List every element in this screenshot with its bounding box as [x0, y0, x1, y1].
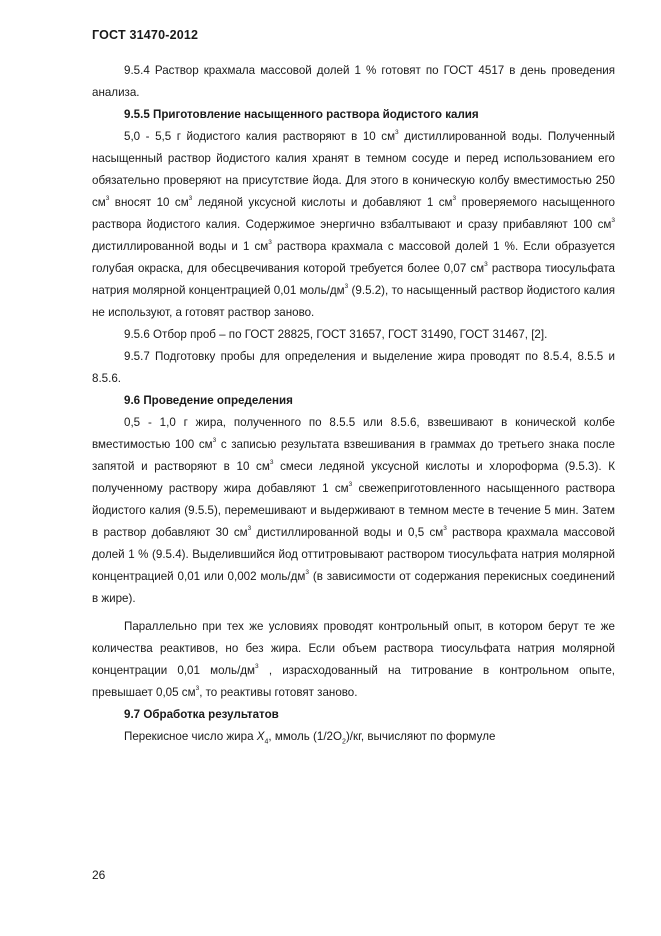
paragraph-9-5-7: 9.5.7 Подготовку пробы для определения и выделение жира проводят по 8.5.4, 8.5.5 и 8.5.6. [92, 350, 615, 385]
heading-9-7: 9.7 Обработка результатов [124, 708, 279, 721]
paragraph-9-6-procedure: 0,5 - 1,0 г жира, полученного по 8.5.5 или 8.5.6, взвешивают в конической колбе вместимостью 100 $см^3$ с записью результата взвешивания в граммах до третьего знака после запятой и растворяют в 10 $см^3$ смеси ледяной уксусной кислоты и хлороформа (9.5.3). К полученному раствору жира добавляют 1 $см^3$ свежеприготовленного насыщенного раствора йодистого калия (9.5.5), перемешивают и выдерживают в темном месте в течение 5 мин. Затем в раствор добавляют 30 $см^3$ дистиллированной воды и 0,5 $см^3$ раствора крахмала массовой долей 1 % (9.5.4). Выделившийся йод оттитровывают раствором тиосульфата натрия молярной концентрацией 0,01 или 0,002 моль/$дм^3$ (в зависимости от содержания перекисных соединений в жире). [92, 416, 616, 605]
heading-9-5-5: 9.5.5 Приготовление насыщенного раствора йодистого калия [124, 108, 479, 121]
document-code: ГОСТ 31470-2012 [92, 28, 199, 42]
page-number: 26 [92, 868, 106, 882]
paragraph-9-5-5: 5,0 - 5,5 г йодистого калия растворяют в 10 $см^3$ дистиллированной воды. Полученный насыщенный раствор йодистого калия хранят в темном сосуде и перед использованием его обязательно проверяют на присутствие йода. Для этого в коническую колбу вместимостью 250 $см^3$ вносят 10 $см^3$ ледяной уксусной кислоты и добавляют 1 $см^3$ проверяемого насыщенного раствора йодистого калия. Содержимое энергично взбалтывают и сразу прибавляют 100 $см^3$ дистиллированной воды и 1 $см^3$ раствора крахмала с массовой долей 1 %. Если образуется голубая окраска, для обесцвечивания которой требуется более 0,07 $см^3$ раствора тиосульфата натрия молярной концентрацией 0,01 моль/$дм^3$ (9.5.2), то насыщенный раствор йодистого калия не используют, а готовят раствор заново. [92, 129, 616, 319]
paragraph-9-5-6: 9.5.6 Отбор проб – по ГОСТ 28825, ГОСТ 31657, ГОСТ 31490, ГОСТ 31467, [2]. [124, 328, 548, 341]
paragraph-9-7: Перекисное число жира $X_4$, ммоль $(1/2O_2)/кг$, вычисляют по формуле [124, 730, 496, 746]
paragraph-9-6-control: Параллельно при тех же условиях проводят контрольный опыт, в котором берут те же количества реактивов, но без жира. Если объем раствора тиосульфата натрия молярной концентрации 0,01 моль/$дм^3$ , израсходованный на титрование в контрольном опыте, превышает 0,05 $см^3$, то реактивы готовят заново. [92, 620, 615, 699]
document-body [92, 60, 615, 748]
paragraph-9-5-4: 9.5.4 Раствор крахмала массовой долей 1 % готовят по ГОСТ 4517 в день проведения анализа. [92, 64, 615, 99]
heading-9-6: 9.6 Проведение определения [124, 394, 293, 407]
